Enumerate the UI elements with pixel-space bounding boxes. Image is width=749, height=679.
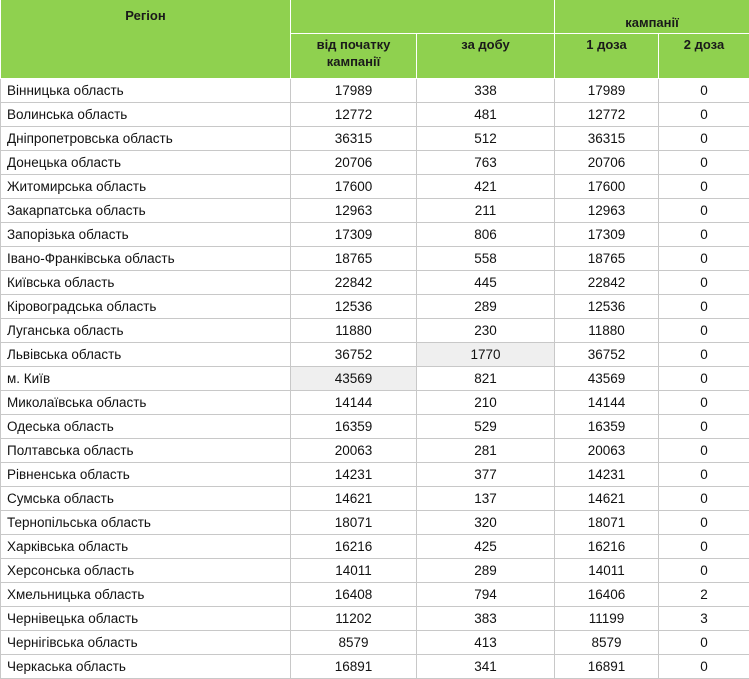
total-cell: 14231 <box>291 463 417 487</box>
dose2-cell: 0 <box>659 271 749 295</box>
day-cell: 763 <box>417 151 555 175</box>
day-cell: 558 <box>417 247 555 271</box>
total-cell: 12536 <box>291 295 417 319</box>
dose1-cell: 12963 <box>555 199 659 223</box>
table-row <box>1 559 749 583</box>
dose2-cell: 0 <box>659 559 749 583</box>
dose1-cell: 18071 <box>555 511 659 535</box>
day-cell: 211 <box>417 199 555 223</box>
dose2-column-header: 2 доза <box>659 34 749 79</box>
table-row <box>1 343 749 367</box>
dose1-cell: 14621 <box>555 487 659 511</box>
dose1-cell: 17309 <box>555 223 659 247</box>
dose2-cell: 0 <box>659 415 749 439</box>
day-cell: 421 <box>417 175 555 199</box>
day-cell: 230 <box>417 319 555 343</box>
total-cell: 17989 <box>291 79 417 103</box>
region-cell: м. Київ <box>1 367 291 391</box>
region-cell: Полтавська область <box>1 439 291 463</box>
total-cell: 16408 <box>291 583 417 607</box>
table-body <box>1 79 749 679</box>
dose1-cell: 8579 <box>555 631 659 655</box>
dose2-cell: 0 <box>659 487 749 511</box>
dose2-cell: 0 <box>659 199 749 223</box>
dose1-cell: 11880 <box>555 319 659 343</box>
day-cell: 425 <box>417 535 555 559</box>
day-cell: 512 <box>417 127 555 151</box>
table-row <box>1 175 749 199</box>
table-row <box>1 151 749 175</box>
dose1-cell: 22842 <box>555 271 659 295</box>
doses-group-header <box>555 0 749 34</box>
dose1-cell: 43569 <box>555 367 659 391</box>
day-cell: 481 <box>417 103 555 127</box>
dose1-cell: 16891 <box>555 655 659 679</box>
day-cell: 821 <box>417 367 555 391</box>
dose1-cell: 36315 <box>555 127 659 151</box>
table-row <box>1 271 749 295</box>
dose2-cell: 0 <box>659 463 749 487</box>
region-cell: Волинська область <box>1 103 291 127</box>
day-cell: 383 <box>417 607 555 631</box>
region-cell: Кіровоградська область <box>1 295 291 319</box>
dose2-cell: 0 <box>659 103 749 127</box>
dose1-cell: 16359 <box>555 415 659 439</box>
day-cell: 529 <box>417 415 555 439</box>
dose2-cell: 0 <box>659 127 749 151</box>
region-cell: Харківська область <box>1 535 291 559</box>
day-cell: 320 <box>417 511 555 535</box>
table-row <box>1 295 749 319</box>
day-cell: 341 <box>417 655 555 679</box>
day-cell: 289 <box>417 559 555 583</box>
total-cell: 36315 <box>291 127 417 151</box>
region-cell: Черкаська область <box>1 655 291 679</box>
table-row <box>1 199 749 223</box>
dose1-cell: 14011 <box>555 559 659 583</box>
table-row <box>1 583 749 607</box>
total-cell: 12772 <box>291 103 417 127</box>
dose1-cell: 17989 <box>555 79 659 103</box>
region-cell: Вінницька область <box>1 79 291 103</box>
day-cell: 377 <box>417 463 555 487</box>
dose2-cell: 0 <box>659 223 749 247</box>
region-cell: Закарпатська область <box>1 199 291 223</box>
table-row <box>1 511 749 535</box>
dose2-cell: 0 <box>659 535 749 559</box>
table-row <box>1 487 749 511</box>
dose2-cell: 0 <box>659 391 749 415</box>
region-column-header <box>1 0 291 79</box>
dose2-cell: 0 <box>659 367 749 391</box>
day-cell: 338 <box>417 79 555 103</box>
total-cell: 22842 <box>291 271 417 295</box>
region-cell: Миколаївська область <box>1 391 291 415</box>
region-cell: Київська область <box>1 271 291 295</box>
total-cell: 14011 <box>291 559 417 583</box>
region-cell: Чернівецька область <box>1 607 291 631</box>
dose1-cell: 12772 <box>555 103 659 127</box>
dose2-cell: 0 <box>659 439 749 463</box>
region-cell: Луганська область <box>1 319 291 343</box>
region-cell: Сумська область <box>1 487 291 511</box>
table-row <box>1 391 749 415</box>
day-cell: 1770 <box>417 343 555 367</box>
dose2-cell: 0 <box>659 79 749 103</box>
dose1-cell: 20706 <box>555 151 659 175</box>
table-row <box>1 247 749 271</box>
table-row <box>1 535 749 559</box>
dose1-cell: 18765 <box>555 247 659 271</box>
dose2-cell: 0 <box>659 655 749 679</box>
vaccinated-group-header <box>291 0 555 34</box>
day-cell: 445 <box>417 271 555 295</box>
day-cell: 289 <box>417 295 555 319</box>
dose1-cell: 14144 <box>555 391 659 415</box>
dose1-cell: 16216 <box>555 535 659 559</box>
dose1-cell: 17600 <box>555 175 659 199</box>
doses-group-label: кампанії <box>559 14 745 31</box>
total-cell: 16216 <box>291 535 417 559</box>
region-cell: Дніпропетровська область <box>1 127 291 151</box>
total-cell: 18071 <box>291 511 417 535</box>
region-cell: Донецька область <box>1 151 291 175</box>
total-column-header: від початку кампанії <box>291 34 417 79</box>
table-row <box>1 79 749 103</box>
total-cell: 16359 <box>291 415 417 439</box>
dose1-cell: 36752 <box>555 343 659 367</box>
total-cell: 20063 <box>291 439 417 463</box>
day-cell: 210 <box>417 391 555 415</box>
total-cell: 36752 <box>291 343 417 367</box>
day-cell: 281 <box>417 439 555 463</box>
table-row <box>1 439 749 463</box>
region-cell: Одеська область <box>1 415 291 439</box>
region-cell: Чернігівська область <box>1 631 291 655</box>
dose2-cell: 0 <box>659 511 749 535</box>
total-cell: 18765 <box>291 247 417 271</box>
total-cell: 16891 <box>291 655 417 679</box>
dose1-cell: 11199 <box>555 607 659 631</box>
table-row <box>1 103 749 127</box>
table-row <box>1 607 749 631</box>
total-cell: 14144 <box>291 391 417 415</box>
day-cell: 794 <box>417 583 555 607</box>
dose2-cell: 0 <box>659 151 749 175</box>
dose1-cell: 12536 <box>555 295 659 319</box>
region-cell: Тернопільська область <box>1 511 291 535</box>
day-cell: 137 <box>417 487 555 511</box>
dose2-cell: 0 <box>659 343 749 367</box>
table-row <box>1 631 749 655</box>
region-cell: Запорізька область <box>1 223 291 247</box>
dose2-cell: 0 <box>659 631 749 655</box>
dose2-cell: 0 <box>659 319 749 343</box>
dose2-cell: 2 <box>659 583 749 607</box>
total-cell: 8579 <box>291 631 417 655</box>
day-column-header: за добу <box>417 34 555 79</box>
total-cell: 11202 <box>291 607 417 631</box>
total-cell: 14621 <box>291 487 417 511</box>
region-header-label: Регіон <box>125 8 165 23</box>
region-cell: Львівська область <box>1 343 291 367</box>
dose1-cell: 20063 <box>555 439 659 463</box>
region-cell: Хмельницька область <box>1 583 291 607</box>
table-row <box>1 223 749 247</box>
table-header <box>1 0 749 79</box>
table-row <box>1 415 749 439</box>
dose1-cell: 14231 <box>555 463 659 487</box>
total-cell: 12963 <box>291 199 417 223</box>
table-row <box>1 127 749 151</box>
total-cell: 20706 <box>291 151 417 175</box>
day-cell: 413 <box>417 631 555 655</box>
table-row <box>1 367 749 391</box>
dose2-cell: 0 <box>659 175 749 199</box>
total-cell: 17600 <box>291 175 417 199</box>
total-cell: 43569 <box>291 367 417 391</box>
dose1-cell: 16406 <box>555 583 659 607</box>
table-row <box>1 319 749 343</box>
region-cell: Херсонська область <box>1 559 291 583</box>
dose2-cell: 0 <box>659 247 749 271</box>
region-cell: Рівненська область <box>1 463 291 487</box>
header-row-top <box>1 0 749 34</box>
dose2-cell: 3 <box>659 607 749 631</box>
region-cell: Івано-Франківська область <box>1 247 291 271</box>
total-cell: 11880 <box>291 319 417 343</box>
day-cell: 806 <box>417 223 555 247</box>
region-cell: Житомирська область <box>1 175 291 199</box>
dose1-column-header: 1 доза <box>555 34 659 79</box>
table-row <box>1 463 749 487</box>
dose2-cell: 0 <box>659 295 749 319</box>
total-cell: 17309 <box>291 223 417 247</box>
